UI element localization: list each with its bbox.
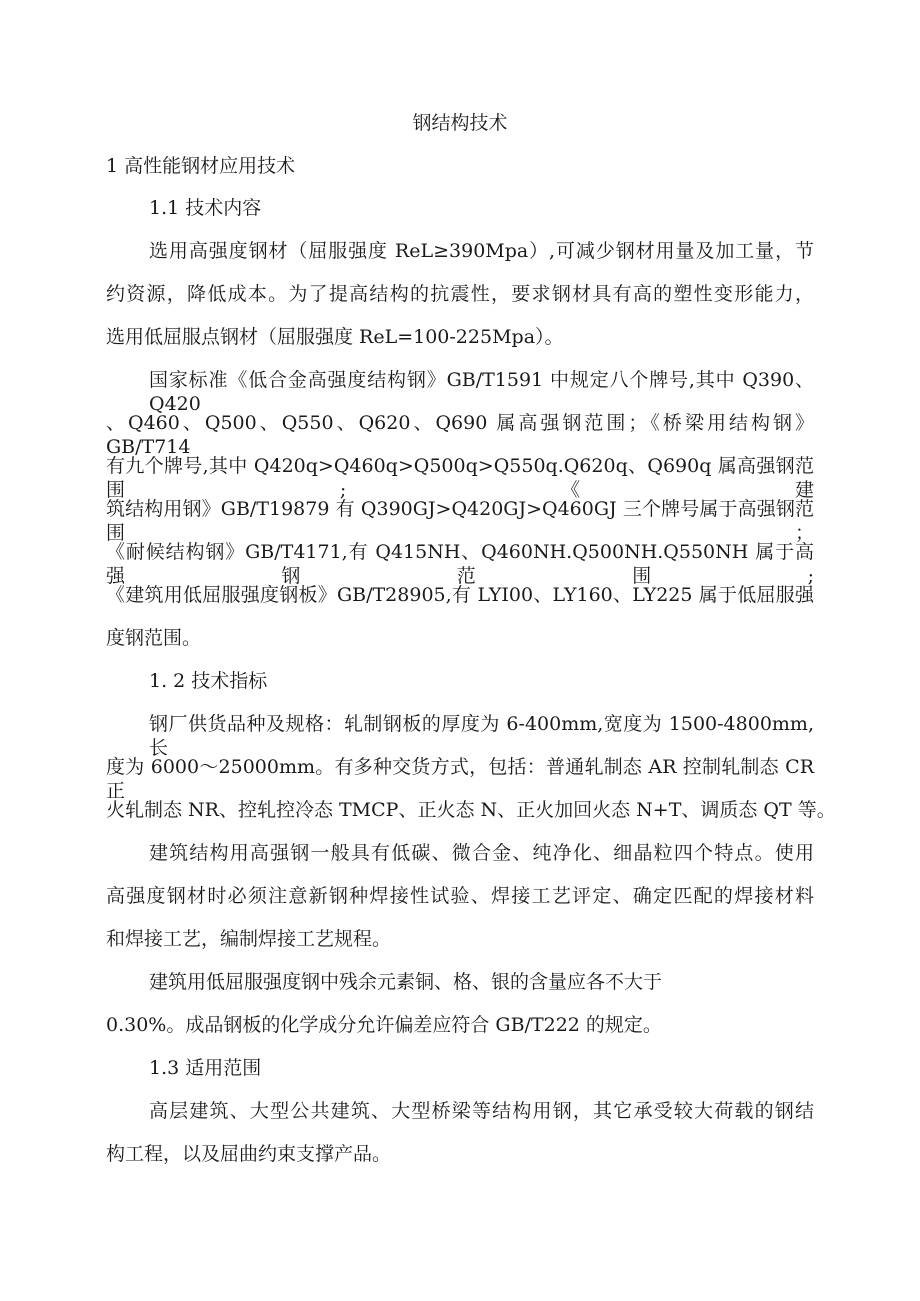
- paragraph-line: 0.30%。成品钢板的化学成分允许偏差应符合 GB/T222 的规定。: [106, 1014, 662, 1036]
- paragraph-line: 有九个牌号,其中 Q420q>Q460q>Q500q>Q550q.Q620q、Q690q 属高强钢范围;《建: [106, 455, 814, 501]
- paragraph-line: 《耐候结构钢》GB/T4171,有 Q415NH、Q460NH.Q500NH.Q550NH 属于高强钢范围;: [106, 541, 814, 587]
- paragraph-line: 高强度钢材时必须注意新钢种焊接性试验、焊接工艺评定、确定匹配的焊接材料: [106, 885, 814, 907]
- paragraph-line: 度钢范围。: [106, 627, 202, 649]
- paragraph-line: 国家标准《低合金高强度结构钢》GB/T1591 中规定八个牌号,其中 Q390、Q420: [149, 369, 814, 415]
- paragraph-line: 、Q460、Q500、Q550、Q620、Q690 属高强钢范围；《桥梁用结构钢》GB/T714: [106, 412, 814, 458]
- paragraph-line: 和焊接工艺，编制焊接工艺规程。: [106, 928, 392, 950]
- section-heading-1: 1 高性能钢材应用技术: [106, 155, 296, 177]
- paragraph-line: 《建筑用低屈服强度钢板》GB/T28905,有 LYI00、LY160、LY225 属于低屈服强: [106, 584, 814, 606]
- paragraph-line: 高层建筑、大型公共建筑、大型桥梁等结构用钢，其它承受较大荷载的钢结: [149, 1100, 814, 1122]
- subsection-heading-1-1: 1.1 技术内容: [149, 197, 262, 219]
- paragraph-line: 建筑结构用高强钢一般具有低碳、微合金、纯净化、细晶粒四个特点。使用: [149, 842, 814, 864]
- paragraph-line: 建筑用低屈服强度钢中残余元素铜、格、银的含量应各不大于: [149, 971, 663, 993]
- paragraph-line: 构工程，以及屈曲约束支撑产品。: [106, 1143, 392, 1165]
- paragraph-line: 选用低屈服点钢材（屈服强度 ReL=100-225Mpa）。: [106, 326, 564, 348]
- subsection-heading-1-3: 1.3 适用范围: [149, 1057, 262, 1079]
- paragraph-line: 火轧制态 NR、控轧控冷态 TMCP、正火态 N、正火加回火态 N+T、调质态 QT 等。: [106, 799, 836, 821]
- paragraph-line: 约资源，降低成本。为了提高结构的抗震性，要求钢材具有高的塑性变形能力，: [106, 283, 814, 305]
- subsection-heading-1-2: 1. 2 技术指标: [149, 670, 268, 692]
- paragraph-line: 钢厂供货品种及规格：轧制钢板的厚度为 6-400mm,宽度为 1500-4800mm,长: [149, 713, 814, 759]
- paragraph-line: 度为 6000～25000mm。有多种交货方式，包括：普通轧制态 AR 控制轧制态 CR 正: [106, 756, 814, 802]
- document-title: 钢结构技术: [412, 112, 508, 134]
- paragraph-line: 筑结构用钢》GB/T19879 有 Q390GJ>Q420GJ>Q460GJ 三个牌号属于高强钢范围；: [106, 498, 814, 544]
- paragraph-line: 选用高强度钢材（屈服强度 ReL≥390Mpa）,可减少钢材用量及加工量，节: [149, 240, 814, 262]
